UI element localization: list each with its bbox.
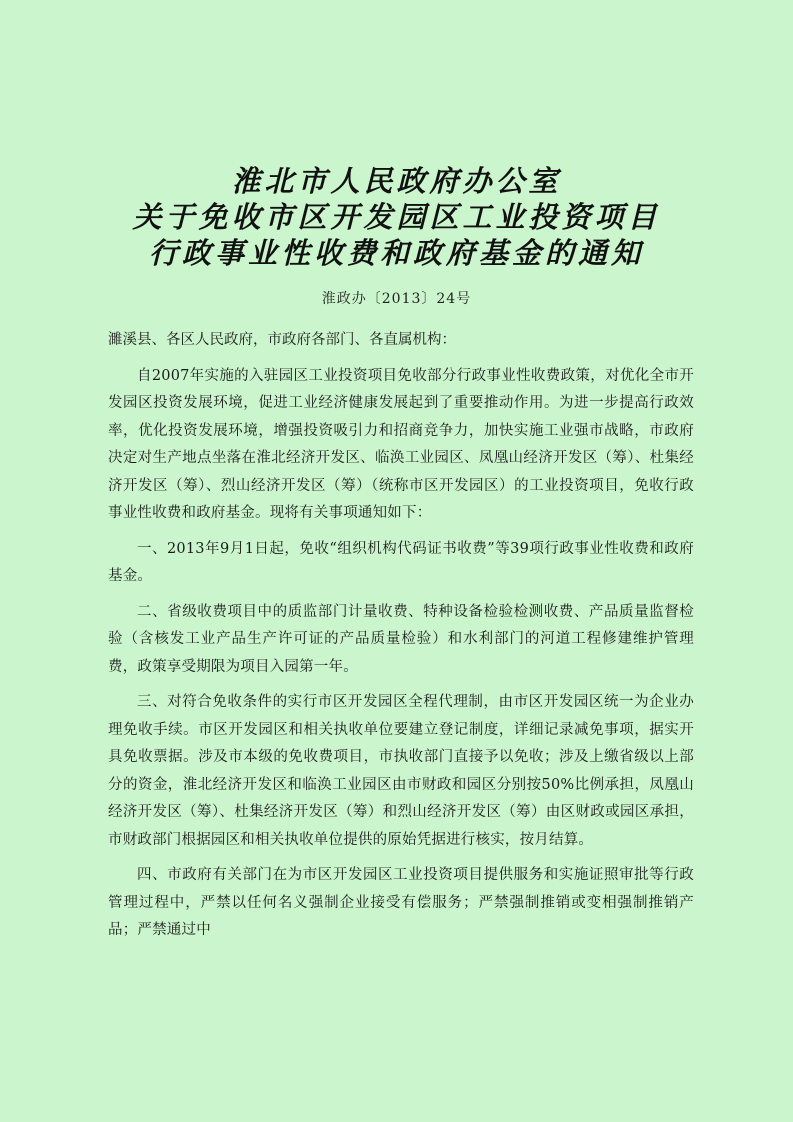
document-number: 淮政办〔2013〕24号: [321, 291, 472, 307]
document-title: [0, 163, 793, 271]
paragraph-item-4: 四、市政府有关部门在为市区开发园区工业投资项目提供服务和实施证照审批等行政管理过程中，严禁以任何名义强制企业接受有偿服务；严禁强制推销或变相强制推销产品；严禁通过中: [108, 867, 694, 938]
paragraph-item-3: 三、对符合免收条件的实行市区开发园区全程代理制，由市区开发园区统一为企业办理免收手续。市区开发园区和相关执收单位要建立登记制度，详细记录减免事项，据实开具免收票据。涉及市本级的免收费项目，市执收部门直接予以免收；涉及上缴省级以上部分的资金，淮北经济开发区和临涣工业园区由市财政和园区分别按50%比例承担，凤凰山经济开发区（筹）、杜集经济开发区（筹）和烈山经济开发区（筹）由区财政或园区承担，市财政部门根据园区和相关执收单位提供的原始凭据进行核实，按月结算。: [108, 694, 694, 848]
title-line-1: 淮北市人民政府办公室: [231, 164, 562, 198]
title-line-2: 关于免收市区开发园区工业投资项目: [132, 200, 661, 234]
paragraph-item-2: 二、省级收费项目中的质监部门计量收费、特种设备检验检测收费、产品质量监督检验（含核发工业产品生产许可证的产品质量检验）和水利部门的河道工程修建维护管理费，政策享受期限为项目入园第一年。: [108, 603, 694, 675]
paragraph-intro: 自2007年实施的入驻园区工业投资项目免收部分行政事业性收费政策，对优化全市开发园区投资发展环境，促进工业经济健康发展起到了重要推动作用。为进一步提高行政效率，优化投资发展环境，增强投资吸引力和招商竞争力，加快实施工业强市战略，市政府决定对生产地点坐落在淮北经济开发区、临涣工业园区、凤凰山经济开发区（筹）、杜集经济开发区（筹）、烈山经济开发区（筹）（统称市区开发园区）的工业投资项目，免收行政事业性收费和政府基金。现将有关事项通知如下：: [108, 367, 694, 521]
document-body: [108, 327, 694, 953]
addressee: 濉溪县、各区人民政府，市政府各部门、各直属机构：: [108, 332, 456, 348]
paragraph-item-1: 一、2013年9月1日起，免收“组织机构代码证书收费”等39项行政事业性收费和政府基金。: [108, 540, 694, 584]
title-line-3: 行政事业性收费和政府基金的通知: [148, 236, 644, 270]
